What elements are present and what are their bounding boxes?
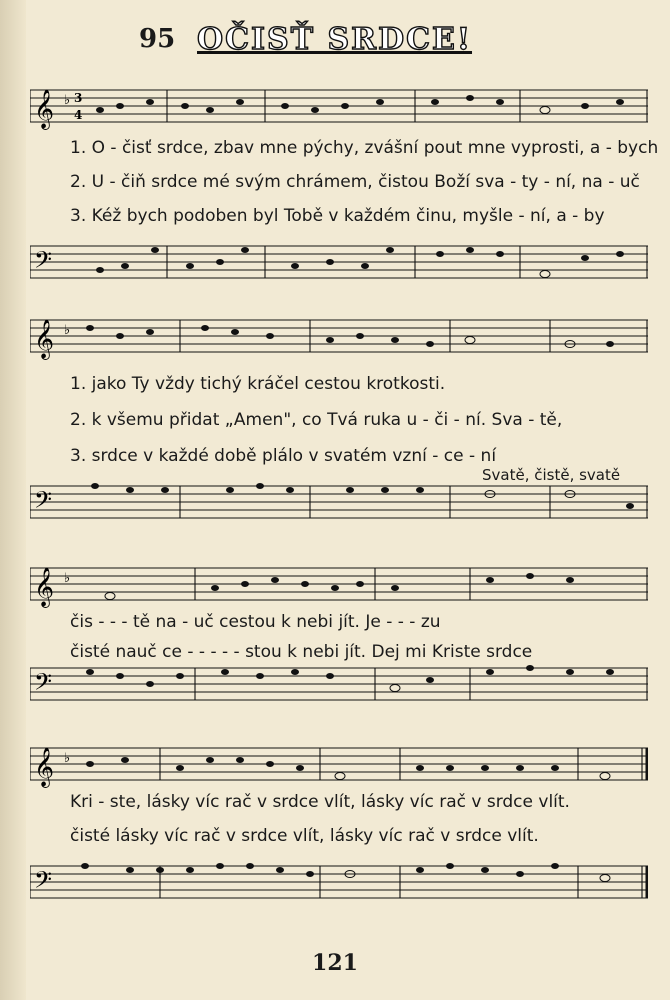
bass-clef-icon: 𝄢	[34, 246, 53, 279]
lyric-line-2: 2. U - čiň srdce mé svým chrámem, čistou Boží sva - ty - ní, na - uč	[70, 172, 640, 192]
svg-text:4: 4	[74, 108, 83, 122]
music-system-3	[30, 554, 648, 714]
lyric-line-1: Kri - ste, lásky víc rač v srdce vlít, lásky víc rač v srdce vlít.	[70, 792, 570, 812]
bass-clef-icon: 𝄢	[34, 486, 53, 519]
bass-staff-3	[30, 658, 648, 718]
treble-staff-2	[30, 310, 648, 370]
svg-text:♭: ♭	[64, 751, 71, 766]
lyric-line-1: čis - - - tě na - uč cestou k nebi jít. Je - - - zu	[70, 612, 441, 632]
lyric-line-2: čisté nauč ce - - - - - stou k nebi jít. Dej mi Kriste srdce	[70, 642, 533, 662]
lyric-line-3: 3. srdce v každé době plálo v svatém vzní - ce - ní	[70, 446, 497, 466]
music-system-1	[30, 72, 659, 294]
lyric-line-2: čisté lásky víc rač v srdce vlít, lásky víc rač v srdce vlít.	[70, 826, 539, 846]
treble-clef-icon: 𝄞	[34, 89, 55, 129]
music-system-4	[30, 730, 648, 930]
lyric-line-1: 1. O - čisť srdce, zbav mne pýchy, zvášní pout mne vyprosti, a - bych	[70, 138, 659, 158]
page-number: 121	[312, 950, 358, 976]
bass-staff-1	[30, 236, 648, 296]
bass-clef-icon: 𝄢	[34, 668, 53, 701]
treble-clef-icon: 𝄞	[34, 319, 55, 359]
lyric-line-1: 1. jako Ty vždy tichý kráčel cestou krotkosti.	[70, 374, 446, 394]
bass-voice-text: Svatě, čistě, svatě	[482, 466, 621, 484]
song-number: 95	[139, 24, 176, 54]
music-system-2	[30, 304, 648, 536]
treble-staff-4	[30, 738, 648, 798]
treble-clef-icon: 𝄞	[34, 567, 55, 607]
treble-staff-3	[30, 558, 648, 618]
song-title: OČISŤ SRDCE!	[197, 22, 473, 57]
bass-staff-2	[30, 476, 648, 536]
page-binding-shadow	[0, 0, 26, 1000]
bass-staff-4	[30, 856, 648, 916]
bass-clef-icon: 𝄢	[34, 866, 53, 899]
song-header	[135, 14, 495, 66]
svg-text:♭: ♭	[64, 93, 71, 108]
lyric-line-2: 2. k všemu přidat „Amen", co Tvá ruka u - či - ní. Sva - tě,	[70, 410, 563, 430]
lyric-line-3: 3. Kéž bych podoben byl Tobě v každém činu, myšle - ní, a - by	[70, 206, 605, 226]
svg-text:3: 3	[74, 91, 83, 105]
svg-text:♭: ♭	[64, 323, 71, 338]
treble-clef-icon: 𝄞	[34, 747, 55, 787]
treble-staff-1	[30, 80, 648, 140]
svg-text:♭: ♭	[64, 571, 71, 586]
